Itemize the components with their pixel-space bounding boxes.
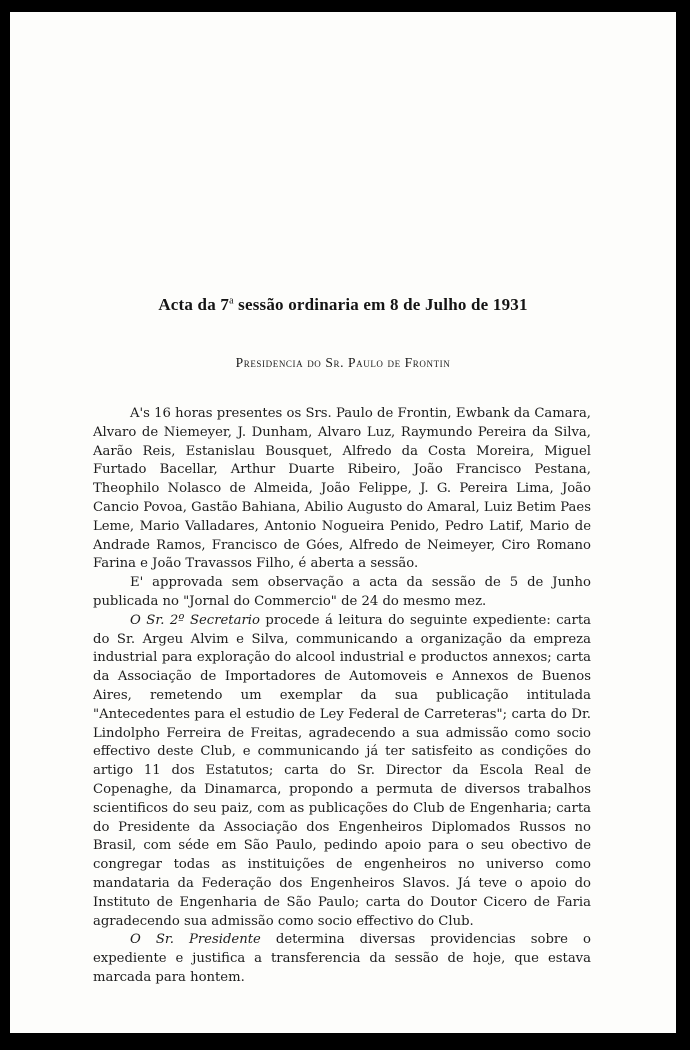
title-ordinal: a [229,295,234,307]
title-text: Acta da 7 [158,295,230,314]
paragraph-text: procede á leitura do seguinte expediente: carta do Sr. Argeu Alvim e Silva, communicando a organização da empreza industrial para exploração do alcool industrial e productos annexos; carta da Associação de Importadores de Automoveis e Annexos de Buenos Aires, remetendo um exemplar da sua publicação intitulada "Antecedentes para el estudio de Ley Federal de Carreteras"; carta do Dr. Lindolpho Ferreira de Freitas, agradecendo a sua admissão como socio effectivo deste Club, e communicando já ter satisfeito as condições do artigo 11 dos Estatutos; carta do Sr. Director da Escola Real de Copenaghe, da Dinamarca, propondo a permuta de diversos trabalhos scientificos do seu paiz, com as publicações do Club de Engenharia; carta do Presidente da Associação dos Engenheiros Diplomados Russos no Brasil, com séde em São Paulo, pedindo apoio para o seu obectivo de congregar todas as instituições de engenheiros no universo como mandataria da Federação dos Engenheiros Slavos. Já teve o apoio do Instituto de Engenharia de São Paulo; carta do Doutor Cicero de Faria agradecendo sua admissão como socio effectivo do Club. [93,612,592,929]
paragraph-lead: O Sr. 2º Secretario [130,612,260,628]
paragraph-text: determina diversas providencias sobre o expediente e justifica a transferencia da sessão de hoje, que estava marcada para hontem. [93,932,591,985]
paragraph-president [93,931,591,987]
paragraph-lead: O Sr. Presidente [130,932,261,948]
paragraph-correspondence [93,612,591,932]
paragraph-approval: E' approvada sem observação a acta da sessão de 5 de Junho publicada no "Jornal do Commercio" de 24 do mesmo mez. [93,575,591,609]
minutes-body [93,405,591,988]
minutes-title [10,295,676,315]
presidency-line: Presidencia do Sr. Paulo de Frontin [235,355,451,370]
title-text-rest: sessão ordinaria em 8 de Julho de 1931 [233,295,528,314]
document-page [10,12,676,1033]
paragraph-attendance: A's 16 horas presentes os Srs. Paulo de Frontin, Ewbank da Camara, Alvaro de Niemeyer, J. Dunham, Alvaro Luz, Raymundo Pereira da Silva, Aarão Reis, Estanislau Bousquet, Alfredo da Costa Moreira, Miguel Furtado Bacellar, Arthur Duarte Ribeiro, João Francisco Pestana, Theophilo Nolasco de Almeida, João Felippe, J. G. Pereira Lima, João Cancio Povoa, Gastão Bahiana, Abilio Augusto do Amaral, Luiz Betim Paes Leme, Mario Valladares, Antonio Nogueira Penido, Pedro Latif, Mario de Andrade Ramos, Francisco de Góes, Alfredo de Neimeyer, Ciro Romano Farina e João Travassos Filho, é aberta a sessão. [93,406,591,572]
